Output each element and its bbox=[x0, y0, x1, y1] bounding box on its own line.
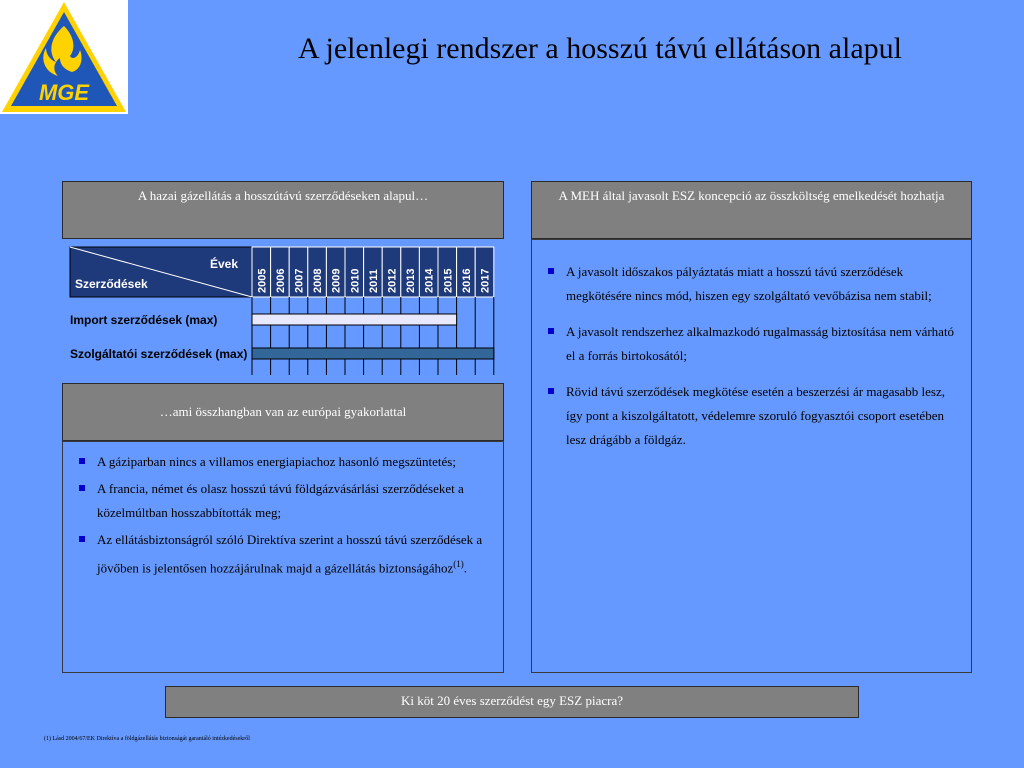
bullet-square-icon bbox=[548, 328, 554, 334]
right-header-text: A MEH által javasolt ESZ koncepció az összköltség emelkedését hozhatja bbox=[558, 188, 945, 203]
left-top-header-text: A hazai gázellátás a hosszútávú szerződéseken alapul… bbox=[137, 188, 429, 203]
bullet-square-icon bbox=[548, 388, 554, 394]
left-bottom-header bbox=[62, 383, 504, 441]
year-label: 2009 bbox=[330, 268, 343, 293]
year-label: 2007 bbox=[293, 268, 306, 293]
bullet-square-icon bbox=[79, 536, 85, 542]
row-label-import: Import szerződések (max) bbox=[70, 313, 218, 327]
year-label: 2011 bbox=[367, 269, 380, 293]
left-bullet-item: Az ellátásbiztonságról szóló Direktíva szerint a hosszú távú szerződések a jövőben is jelentősen hozzájárulnak majd a gázellátás biztonságához$^{(1)}$. bbox=[75, 528, 491, 580]
left-bottom-body bbox=[62, 441, 504, 673]
contract-timeline-chart bbox=[62, 240, 504, 380]
left-bullet-item: A gáziparban nincs a villamos energiapiachoz hasonló megszüntetés; bbox=[75, 450, 491, 474]
slide-title: A jelenlegi rendszer a hosszú távú ellátáson alapul bbox=[298, 32, 902, 65]
left-top-header bbox=[62, 181, 504, 239]
year-label: 2016 bbox=[460, 268, 473, 293]
corner-years-label: Évek bbox=[210, 257, 239, 271]
right-body bbox=[531, 239, 972, 673]
mge-logo-icon bbox=[0, 0, 128, 114]
bullet-square-icon bbox=[79, 458, 85, 464]
mge-logo bbox=[0, 0, 128, 114]
right-bullet-item: A javasolt rendszerhez alkalmazkodó rugalmasság biztosítása nem várható el a forrás birtokosától; bbox=[544, 320, 959, 368]
year-label: 2008 bbox=[312, 268, 325, 293]
year-label: 2005 bbox=[256, 268, 269, 293]
year-label: 2012 bbox=[386, 268, 399, 293]
contract-bar bbox=[252, 314, 457, 325]
question-bar: Ki köt 20 éves szerződést egy ESZ piacra? bbox=[165, 686, 859, 718]
year-label: 2014 bbox=[423, 268, 436, 293]
bullet-square-icon bbox=[79, 485, 85, 491]
left-bullet-item: A francia, német és olasz hosszú távú földgázvásárlási szerződéseket a közelmúltban hosszabbították meg; bbox=[75, 477, 491, 525]
right-header bbox=[531, 181, 972, 239]
bullet-square-icon bbox=[548, 268, 554, 274]
row-label-supplier: Szolgáltatói szerződések (max) bbox=[70, 347, 248, 361]
footnote-ref: (1) bbox=[453, 559, 464, 569]
contract-bar bbox=[252, 348, 494, 359]
year-label: 2010 bbox=[349, 268, 362, 293]
corner-contracts-label: Szerződések bbox=[75, 277, 148, 291]
year-label: 2015 bbox=[442, 268, 455, 293]
left-bottom-header-text: …ami összhangban van az európai gyakorlattal bbox=[159, 404, 407, 419]
left-bullet-list bbox=[75, 450, 491, 580]
right-bullet-list bbox=[544, 260, 959, 452]
footnote: (1) Lásd 2004/67/EK Direktíva a földgázellátás biztonságát garantáló intézkedésekről bbox=[44, 736, 250, 742]
logo-text: MGE bbox=[38, 80, 90, 105]
right-bullet-item: A javasolt időszakos pályáztatás miatt a hosszú távú szerződések megkötésére nincs mód, hiszen egy szolgáltató vevőbázisa nem stabil; bbox=[544, 260, 959, 308]
year-label: 2017 bbox=[479, 268, 492, 293]
year-label: 2013 bbox=[405, 268, 418, 293]
year-label: 2006 bbox=[274, 268, 287, 293]
right-bullet-item: Rövid távú szerződések megkötése esetén a beszerzési ár magasabb lesz, így pont a kiszolgáltatott, védelemre szoruló fogyasztói csoport esetében lesz drágább a földgáz. bbox=[544, 380, 959, 452]
